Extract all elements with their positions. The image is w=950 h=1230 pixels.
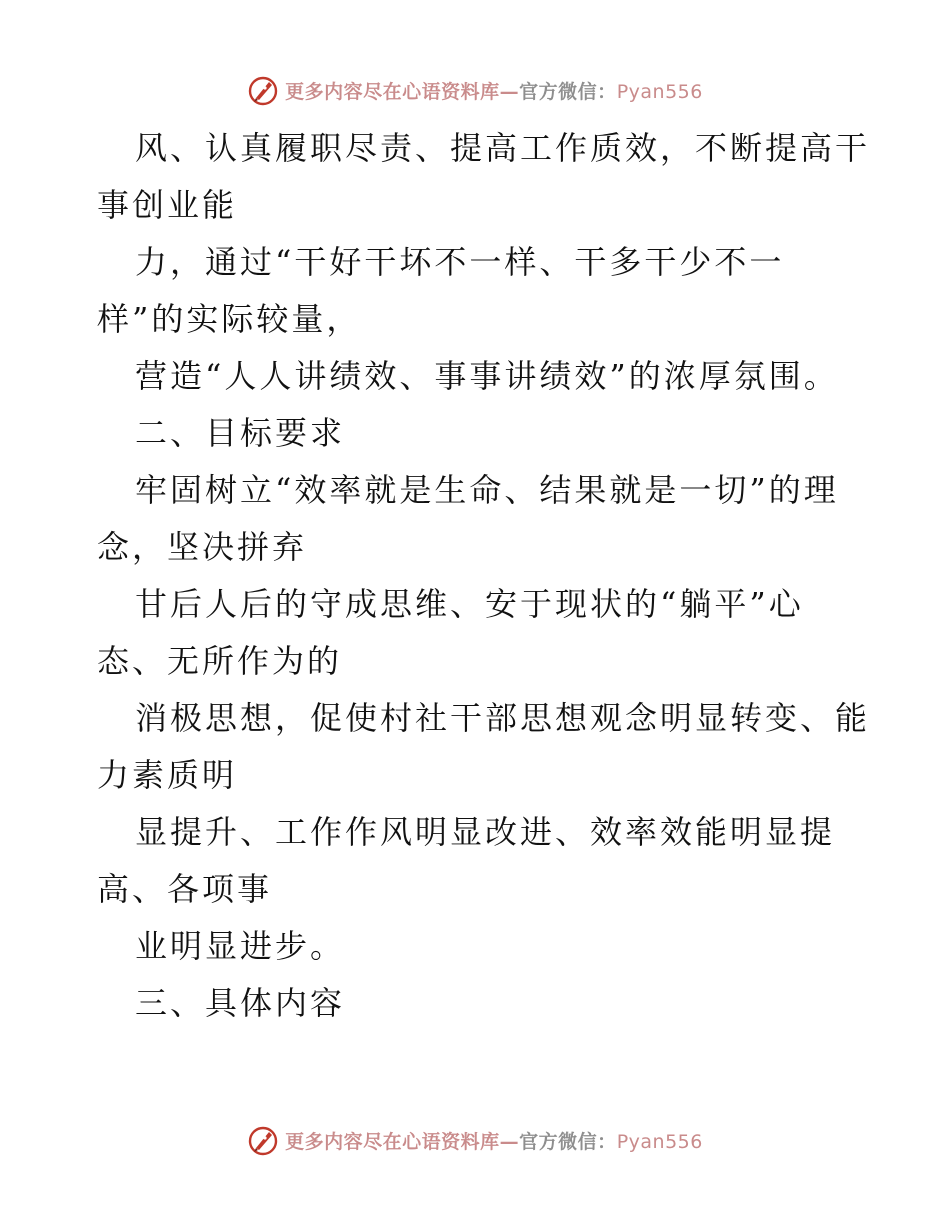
body-line: 业明显进步。 (135, 927, 346, 965)
body-line: 样”的实际较量， (97, 300, 362, 338)
body-line: 事创业能 (97, 186, 238, 224)
body-line: 甘后人后的守成思维、安于现状的“躺平”心 (135, 585, 804, 623)
section-heading: 三、具体内容 (135, 984, 346, 1022)
body-line: 消极思想，促使村社干部思想观念明显转变、能 (135, 699, 871, 737)
quill-pen-logo-icon (247, 74, 279, 106)
body-line: 风、认真履职尽责、提高工作质效，不断提高干 (135, 129, 871, 167)
header-watermark-id: Pyan556 (616, 80, 703, 103)
header-watermark-official: 官方微信： (519, 80, 617, 103)
body-line: 力，通过“干好干坏不一样、干多干少不一 (135, 243, 785, 281)
footer-watermark-dash: — (499, 1130, 520, 1153)
header-watermark-main: 更多内容尽在心语资料库 (285, 80, 500, 103)
footer-watermark-text (285, 1127, 703, 1154)
header-watermark-text (285, 77, 703, 104)
footer-watermark-main: 更多内容尽在心语资料库 (285, 1130, 500, 1153)
footer-watermark (0, 1120, 950, 1160)
header-watermark-dash: — (499, 80, 520, 103)
quill-pen-logo-icon (247, 1124, 279, 1156)
body-line: 显提升、工作作风明显改进、效率效能明显提 (135, 813, 836, 851)
body-line: 力素质明 (97, 756, 238, 794)
body-line: 牢固树立“效率就是生命、结果就是一切”的理 (135, 471, 839, 509)
header-watermark (0, 70, 950, 110)
section-heading: 二、目标要求 (135, 414, 346, 452)
body-line: 高、各项事 (97, 870, 273, 908)
footer-watermark-id: Pyan556 (616, 1130, 703, 1153)
body-line: 态、无所作为的 (97, 642, 343, 680)
footer-watermark-official: 官方微信： (519, 1130, 617, 1153)
document-body (97, 120, 871, 1032)
body-line: 念，坚决拼弃 (97, 528, 308, 566)
body-line: 营造“人人讲绩效、事事讲绩效”的浓厚氛围。 (135, 357, 839, 395)
